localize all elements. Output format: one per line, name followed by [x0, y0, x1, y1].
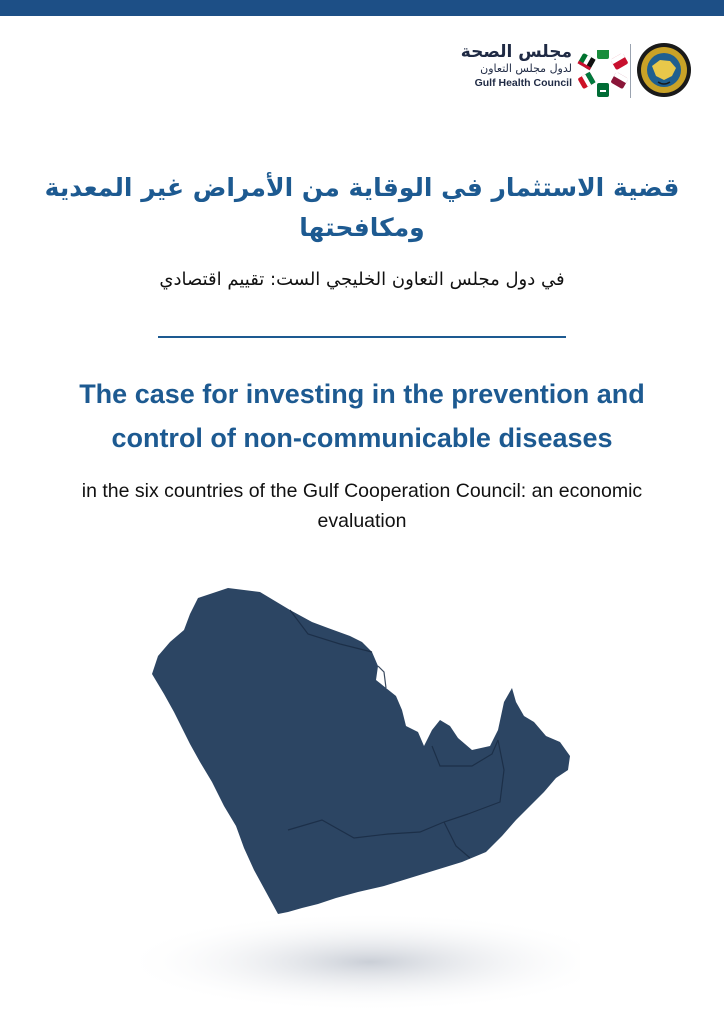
english-title: The case for investing in the prevention and control of non-communicable diseases	[79, 379, 645, 453]
top-band	[0, 0, 724, 16]
peninsula-shape	[152, 588, 570, 914]
logo-divider	[630, 44, 631, 98]
logo-text	[440, 42, 572, 90]
logo-arabic-line2: لدول مجلس التعاون	[480, 62, 572, 75]
gcc-seal-icon	[636, 42, 692, 98]
flags-emblem-icon	[576, 40, 630, 102]
logo-arabic-line1: مجلس الصحة	[460, 42, 572, 62]
arabic-subtitle: في دول مجلس التعاون الخليجي الست: تقييم اقتصادي	[159, 269, 565, 290]
english-subtitle: in the six countries of the Gulf Cooperation Council: an economic evaluation	[81, 480, 643, 532]
arabian-peninsula-map	[140, 570, 580, 1010]
logo-english: Gulf Health Council	[474, 77, 572, 89]
divider-line	[158, 336, 566, 338]
map-shadow	[140, 912, 580, 1010]
gulf-health-council-logo	[440, 40, 690, 104]
arabic-title: قضية الاستثمار في الوقاية من الأمراض غير المعدية ومكافحتها	[44, 173, 680, 242]
